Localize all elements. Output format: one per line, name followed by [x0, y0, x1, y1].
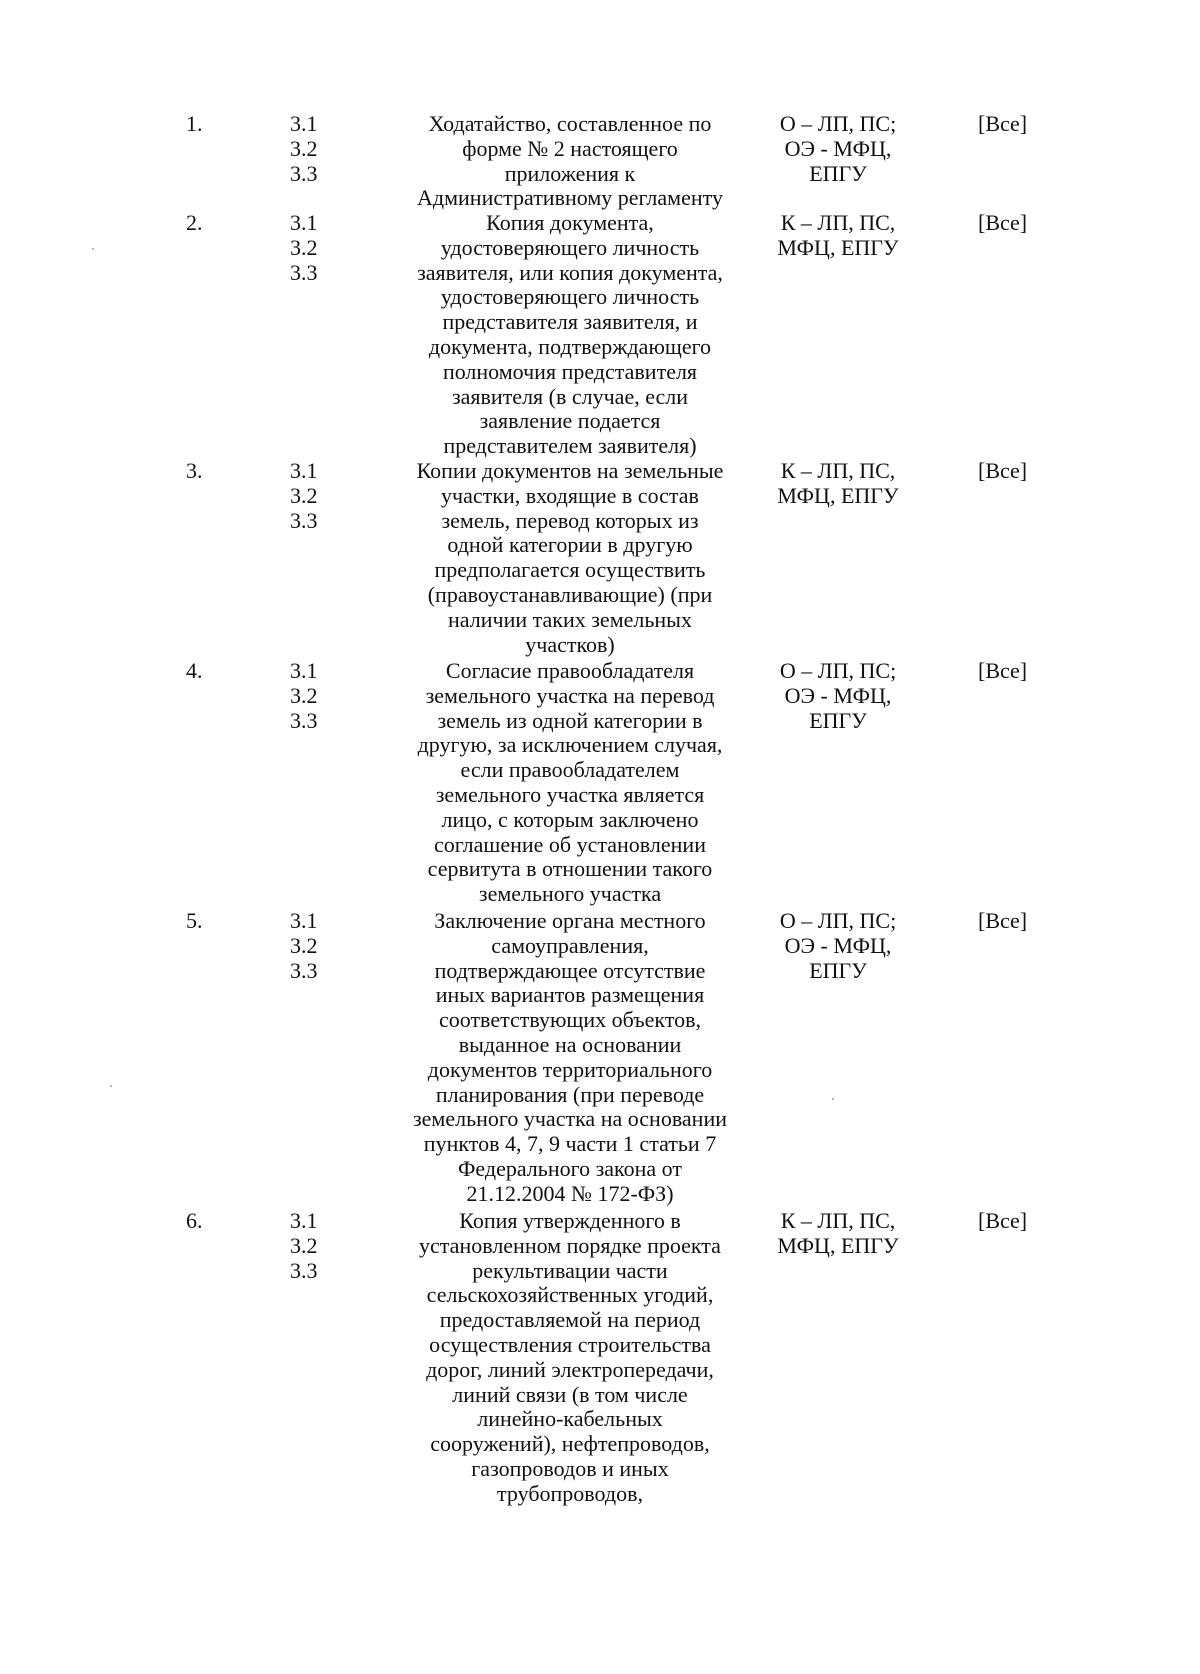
row-section-refs: 3.1 3.2 3.3: [290, 111, 318, 186]
scan-speck: [110, 1085, 112, 1087]
row-number: 2.: [186, 210, 203, 235]
row-scope: [Все]: [978, 210, 1028, 235]
scan-speck: [92, 248, 94, 250]
row-scope: [Все]: [978, 458, 1028, 483]
row-number: 6.: [186, 1208, 203, 1233]
row-number: 1.: [186, 111, 203, 136]
row-submission-form: О – ЛП, ПС; ОЭ - МФЦ, ЕПГУ: [779, 111, 897, 186]
row-document-description: Ходатайство, составленное по форме № 2 настоящего приложения к Административному регламенту: [417, 111, 723, 211]
row-document-description: Согласие правообладателя земельного участка на перевод земель из одной категории в другую, за исключением случая, если правообладателем земельного участка является лицо, с которым заключено соглашение об установлении сервитута в отношении такого земельного участка: [417, 658, 723, 907]
row-section-refs: 3.1 3.2 3.3: [290, 658, 318, 733]
row-submission-form: К – ЛП, ПС, МФЦ, ЕПГУ: [777, 210, 899, 260]
row-submission-form: О – ЛП, ПС; ОЭ - МФЦ, ЕПГУ: [779, 658, 897, 733]
row-document-description: Копия документа, удостоверяющего личность заявителя, или копия документа, удостоверяющего личность представителя заявителя, и документа, подтверждающего полномочия представителя заявителя (в случае, если заявление подается представителем заявителя): [417, 210, 723, 459]
row-submission-form: К – ЛП, ПС, МФЦ, ЕПГУ: [777, 458, 899, 508]
row-section-refs: 3.1 3.2 3.3: [290, 210, 318, 285]
row-scope: [Все]: [978, 908, 1028, 933]
row-section-refs: 3.1 3.2 3.3: [290, 1208, 318, 1283]
row-submission-form: О – ЛП, ПС; ОЭ - МФЦ, ЕПГУ: [779, 908, 897, 983]
row-submission-form: К – ЛП, ПС, МФЦ, ЕПГУ: [777, 1208, 899, 1258]
row-scope: [Все]: [978, 1208, 1028, 1233]
row-document-description: Копия утвержденного в установленном порядке проекта рекультивации части сельскохозяйственных угодий, предоставляемой на период осуществления строительства дорог, линий электропередачи, линий связи (в том числе линейно-кабельных сооружений), нефтепроводов, газопроводов и иных трубопроводов,: [419, 1208, 721, 1506]
row-section-refs: 3.1 3.2 3.3: [290, 458, 318, 533]
row-document-description: Копии документов на земельные участки, входящие в состав земель, перевод которых из одной категории в другую предполагается осуществить (правоустанавливающие) (при наличии таких земельных участков): [416, 458, 724, 657]
row-section-refs: 3.1 3.2 3.3: [290, 908, 318, 983]
scan-speck: [832, 1098, 834, 1100]
row-number: 4.: [186, 658, 203, 683]
row-number: 3.: [186, 458, 203, 483]
row-scope: [Все]: [978, 111, 1028, 136]
row-document-description: Заключение органа местного самоуправления, подтверждающее отсутствие иных вариантов размещения соответствующих объектов, выданное на основании документов территориального планирования (при переводе земельного участка на основании пунктов 4, 7, 9 части 1 статьи 7 Федерального закона от 21.12.2004 № 172-ФЗ): [412, 908, 728, 1206]
row-scope: [Все]: [978, 658, 1028, 683]
row-number: 5.: [186, 908, 203, 933]
